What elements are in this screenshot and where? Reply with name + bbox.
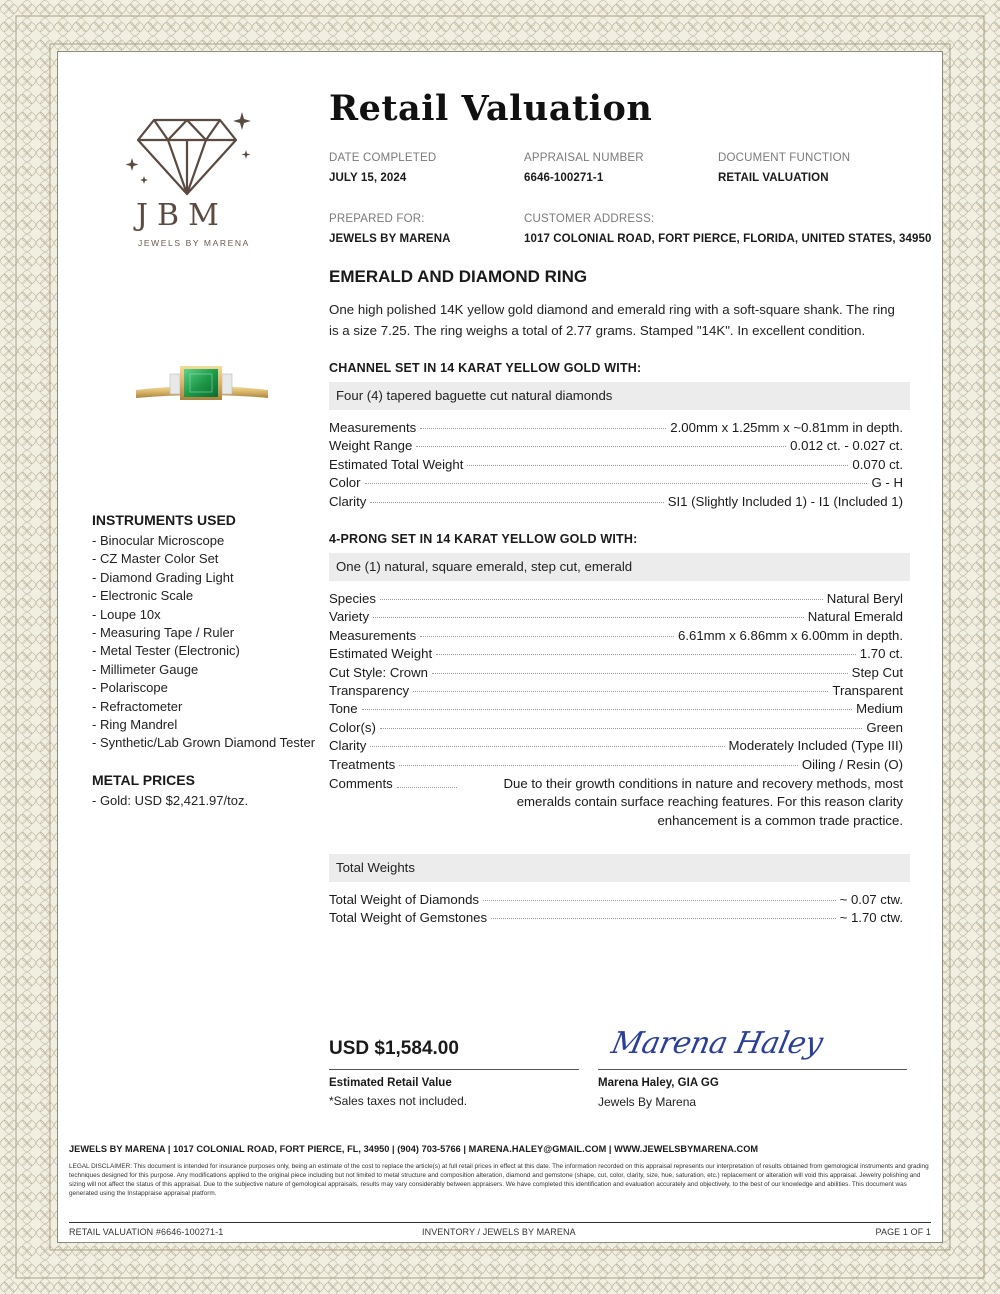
- row-key: Measurements: [329, 420, 417, 435]
- table-row: [329, 665, 903, 683]
- table-row: [329, 628, 903, 646]
- dot-leader: [370, 502, 663, 503]
- metal-prices-heading: METAL PRICES: [92, 772, 195, 788]
- item-description: One high polished 14K yellow gold diamond and emerald ring with a soft-square shank. The ring is a size 7.25. The ring weighs a total of 2.77 grams. Stamped "14K". In excellent condition.: [329, 302, 895, 338]
- row-value: Oiling / Resin (O): [801, 756, 903, 772]
- table-row: [329, 892, 903, 910]
- dot-leader: [370, 746, 724, 747]
- appraisal-number-label: APPRAISAL NUMBER: [524, 152, 644, 164]
- footer-page-number: PAGE 1 OF 1: [875, 1227, 931, 1237]
- table-row: [329, 609, 903, 627]
- prepared-for-value: JEWELS BY MARENA: [329, 233, 451, 245]
- dot-leader: [420, 636, 674, 637]
- totals-details: [329, 892, 903, 929]
- row-value: Moderately Included (Type III): [728, 738, 903, 754]
- table-row: [329, 591, 903, 609]
- customer-address: [524, 213, 932, 245]
- dot-leader: [362, 709, 852, 710]
- diamond-section-band: Four (4) tapered baguette cut natural diamonds: [329, 382, 910, 410]
- row-key: Species: [329, 591, 376, 606]
- row-value: Medium: [856, 701, 903, 717]
- row-key: Comments: [329, 775, 393, 791]
- instruments-list: [92, 532, 322, 753]
- list-item: - Electronic Scale: [92, 588, 194, 604]
- instruments-section: [92, 512, 322, 753]
- row-key: Cut Style: Crown: [329, 664, 428, 680]
- row-value: Natural Emerald: [807, 609, 903, 625]
- tax-note: *Sales taxes not included.: [329, 1094, 468, 1108]
- logo-text: JBM: [136, 198, 228, 233]
- row-value: 0.070 ct.: [852, 456, 903, 472]
- date-completed: [329, 152, 436, 184]
- dot-leader: [380, 728, 862, 729]
- dot-leader: [420, 428, 666, 429]
- row-value: 1.70 ct.: [859, 646, 903, 662]
- row-key: Clarity: [329, 493, 367, 509]
- document-title: Retail Valuation: [329, 88, 653, 129]
- signature-divider: [598, 1069, 907, 1070]
- date-completed-label: DATE COMPLETED: [329, 152, 437, 164]
- footer-inventory: INVENTORY / JEWELS BY MARENA: [422, 1227, 576, 1237]
- dot-leader: [397, 775, 457, 788]
- table-row: [329, 701, 903, 719]
- list-item: - Loupe 10x: [92, 606, 161, 622]
- footer-contact: JEWELS BY MARENA | 1017 COLONIAL ROAD, FORT PIERCE, FL, 34950 | (904) 703-5766 | MARENA.HALEY@GMAIL.COM | WWW.JEWELSBYMARENA.COM: [69, 1144, 759, 1154]
- estimated-value-label: Estimated Retail Value: [329, 1077, 452, 1089]
- row-value: 6.61mm x 6.86mm x 6.00mm in depth.: [677, 627, 903, 643]
- row-value: Due to their growth conditions in nature and recovery methods, most emeralds contain surface reaching features. For this reason clarity enhancement is a common trade practice.: [503, 775, 903, 828]
- row-key: Estimated Total Weight: [329, 456, 464, 472]
- item-title: EMERALD AND DIAMOND RING: [329, 267, 588, 286]
- list-item: - Metal Tester (Electronic): [92, 643, 240, 659]
- row-value: ~ 1.70 ctw.: [839, 910, 903, 926]
- document-function-label: DOCUMENT FUNCTION: [718, 152, 851, 164]
- row-key: Measurements: [329, 627, 417, 643]
- list-item: - Synthetic/Lab Grown Diamond Tester: [92, 735, 316, 751]
- footer-divider: [69, 1222, 931, 1223]
- prepared-for: [329, 213, 451, 245]
- row-key: Total Weight of Diamonds: [329, 892, 480, 907]
- row-key: Treatments: [329, 756, 396, 772]
- row-value: G - H: [871, 475, 903, 491]
- dot-leader: [365, 483, 868, 484]
- row-key: Clarity: [329, 738, 367, 754]
- document-function-value: RETAIL VALUATION: [718, 172, 829, 184]
- row-key: Color(s): [329, 719, 376, 735]
- row-value: Step Cut: [851, 664, 903, 680]
- row-key: Color: [329, 475, 361, 491]
- instruments-heading: INSTRUMENTS USED: [92, 512, 236, 528]
- signature-script: Marena Haley: [608, 1026, 826, 1061]
- row-value: ~ 0.07 ctw.: [839, 892, 903, 907]
- appraisal-number-value: 6646-100271-1: [524, 172, 604, 184]
- list-item: - Millimeter Gauge: [92, 661, 199, 677]
- appraiser-name: Marena Haley, GIA GG: [598, 1077, 719, 1089]
- dot-leader: [380, 599, 823, 600]
- metal-prices-section: [92, 772, 322, 810]
- dot-leader: [373, 617, 804, 618]
- customer-address-value: 1017 COLONIAL ROAD, FORT PIERCE, FLORIDA, UNITED STATES, 34950: [524, 233, 932, 245]
- table-row: [329, 494, 903, 512]
- list-item: - Diamond Grading Light: [92, 569, 234, 585]
- document-function: [718, 152, 850, 184]
- dot-leader: [467, 465, 848, 466]
- appraisal-number: [524, 152, 644, 184]
- customer-address-label: CUSTOMER ADDRESS:: [524, 213, 655, 225]
- date-completed-value: JULY 15, 2024: [329, 172, 407, 184]
- row-value: Natural Beryl: [826, 591, 903, 606]
- list-item: - Gold: USD $2,421.97/toz.: [92, 793, 249, 808]
- diamond-details: [329, 420, 903, 512]
- dot-leader: [483, 900, 836, 901]
- footer-document-id: RETAIL VALUATION #6646-100271-1: [69, 1227, 224, 1237]
- emerald-section-band: One (1) natural, square emerald, step cut, emerald: [329, 553, 910, 581]
- row-value: 0.012 ct. - 0.027 ct.: [790, 438, 903, 454]
- list-item: - Ring Mandrel: [92, 717, 178, 733]
- dot-leader: [413, 691, 828, 692]
- row-key: Transparency: [329, 682, 410, 698]
- price-divider: [329, 1069, 579, 1070]
- dot-leader: [432, 673, 848, 674]
- row-key: Estimated Weight: [329, 646, 433, 662]
- dot-leader: [399, 765, 798, 766]
- totals-band: Total Weights: [329, 854, 910, 882]
- row-key: Variety: [329, 609, 370, 625]
- table-row: [329, 438, 903, 456]
- list-item: - Measuring Tape / Ruler: [92, 625, 235, 641]
- table-row: [329, 475, 903, 493]
- row-key: Total Weight of Gemstones: [329, 910, 488, 926]
- table-row: [329, 738, 903, 756]
- diamond-section-heading: CHANNEL SET IN 14 KARAT YELLOW GOLD WITH:: [329, 361, 642, 375]
- dot-leader: [436, 654, 856, 655]
- list-item: - Binocular Microscope: [92, 533, 225, 548]
- table-row: [329, 420, 903, 438]
- table-row: [329, 457, 903, 475]
- table-row: [329, 757, 903, 775]
- comments-row: [329, 775, 903, 830]
- appraiser-company: Jewels By Marena: [598, 1095, 697, 1109]
- row-value: Transparent: [832, 682, 903, 698]
- row-value: 2.00mm x 1.25mm x ~0.81mm in depth.: [670, 420, 903, 435]
- table-row: [329, 683, 903, 701]
- dot-leader: [491, 918, 835, 919]
- row-value: SI1 (Slightly Included 1) - I1 (Included 1): [667, 493, 903, 509]
- ring-photo: [132, 360, 272, 414]
- list-item: - CZ Master Color Set: [92, 551, 219, 567]
- diamond-logo-icon: [124, 110, 254, 202]
- table-row: [329, 720, 903, 738]
- metal-prices-list: [92, 792, 322, 810]
- dot-leader: [416, 446, 786, 447]
- row-key: Tone: [329, 701, 358, 717]
- prepared-for-label: PREPARED FOR:: [329, 213, 425, 225]
- row-value: Green: [866, 719, 903, 735]
- legal-disclaimer: LEGAL DISCLAIMER: This document is intended for insurance purposes only, being an estimate of the cost to replace the article(s) at full retail prices in effect at this date. The information recorded on this appraisal represents our interpretation of results obtained from gemological instruments and grading techniques designed for this purpose. Any modifications applied to the original piece including but not limited to metal structure and composition alteration, diamond and gemstone (shape, cut, color, clarity, size, hue, saturation, etc.) replacement or alteration will void this appraisal. Jewelry polishing and sizing will not affect the status of this appraisal. Due to the subjective nature of gemological appraisals, results may vary considerably between appraisers. We have completed this identification and evaluation accurately and objectively, to the best of our knowledge and abilities. This document was generated using the Instappraise appraisal platform.: [69, 1163, 929, 1197]
- list-item: - Polariscope: [92, 680, 168, 696]
- document-sheet: [58, 52, 942, 1242]
- emerald-section-heading: 4-PRONG SET IN 14 KARAT YELLOW GOLD WITH:: [329, 532, 638, 546]
- table-row: [329, 910, 903, 928]
- estimated-price: USD $1,584.00: [329, 1038, 459, 1059]
- logo-subtitle: JEWELS BY MARENA: [138, 238, 250, 248]
- list-item: - Refractometer: [92, 698, 183, 714]
- table-row: [329, 646, 903, 664]
- emerald-details: [329, 591, 903, 830]
- row-key: Weight Range: [329, 438, 413, 454]
